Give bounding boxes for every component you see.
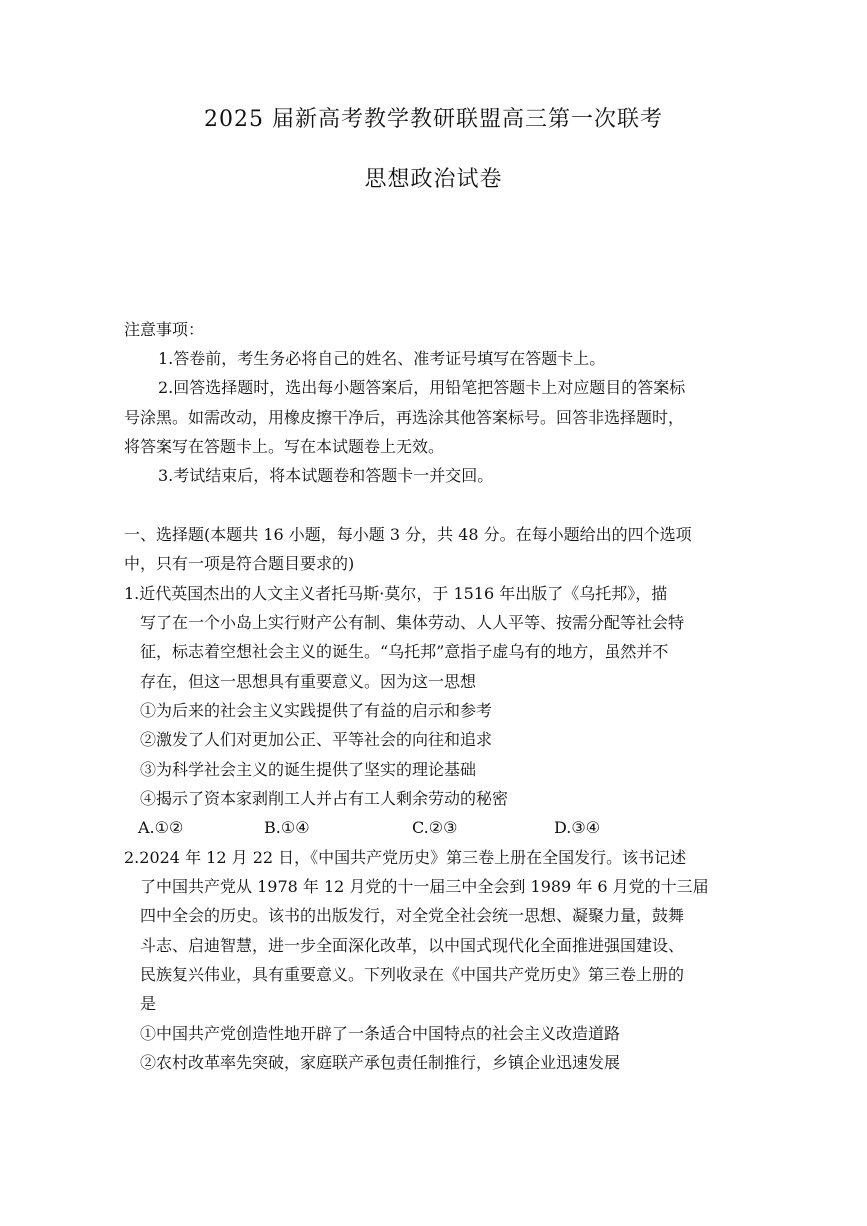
question-2-item: ①中国共产党创造性地开辟了一条适合中国特点的社会主义改造道路 bbox=[140, 1024, 621, 1043]
page-subtitle: 思想政治试卷 bbox=[364, 167, 503, 192]
notice-line: 2.回答选择题时，选出每小题答案后，用铅笔把答题卡上对应题目的答案标 bbox=[158, 378, 686, 397]
notice-heading: 注意事项： bbox=[124, 320, 205, 339]
question-2-stem: 民族复兴伟业，具有重要意义。下列收录在《中国共产党历史》第三卷上册的 bbox=[140, 965, 685, 984]
notice-line: 将答案写在答题卡上。写在本试题卷上无效。 bbox=[124, 437, 445, 456]
page-title: 2025 届新高考教学教研联盟高三第一次联考 bbox=[204, 107, 663, 132]
question-1-stem: 征，标志着空想社会主义的诞生。“乌托邦”意指子虚乌有的地方，虽然并不 bbox=[140, 642, 669, 661]
question-2-stem: 2.2024 年 12 月 22 日，《中国共产党历史》第三卷上册在全国发行。该书记述 bbox=[124, 848, 687, 867]
question-2-stem: 是 bbox=[140, 994, 157, 1013]
notice-line: 号涂黑。如需改动，用橡皮擦干净后，再选涂其他答案标号。回答非选择题时， bbox=[124, 408, 685, 427]
question-1-item: ①为后来的社会主义实践提供了有益的启示和参考 bbox=[140, 701, 493, 720]
question-1-stem: 1.近代英国杰出的人文主义者托马斯·莫尔，于 1516 年出版了《乌托邦》，描 bbox=[124, 584, 668, 603]
question-2-stem: 斗志、启迪智慧，进一步全面深化改革，以中国式现代化全面推进强国建设、 bbox=[140, 936, 685, 955]
section-heading: 中，只有一项是符合题目要求的) bbox=[124, 554, 355, 573]
notice-line: 3.考试结束后，将本试题卷和答题卡一并交回。 bbox=[158, 466, 494, 485]
option-a: A.①② bbox=[138, 818, 184, 837]
question-1-item: ④揭示了资本家剥削工人并占有工人剩余劳动的秘密 bbox=[140, 789, 509, 808]
question-1-stem: 存在，但这一思想具有重要意义。因为这一思想 bbox=[140, 672, 477, 691]
option-b: B.①④ bbox=[264, 818, 310, 837]
question-1-item: ②激发了人们对更加公正、平等社会的向往和追求 bbox=[140, 730, 493, 749]
question-2-stem: 了中国共产党从 1978 年 12 月党的十一届三中全会到 1989 年 6 月党的十三届 bbox=[140, 877, 709, 896]
question-2-item: ②农村改革率先突破，家庭联产承包责任制推行，乡镇企业迅速发展 bbox=[140, 1053, 621, 1072]
question-2-stem: 四中全会的历史。该书的出版发行，对全党全社会统一思想、凝聚力量，鼓舞 bbox=[140, 906, 685, 925]
option-c: C.②③ bbox=[412, 818, 458, 837]
option-d: D.③④ bbox=[554, 818, 601, 837]
notice-line: 1.答卷前，考生务必将自己的姓名、准考证号填写在答题卡上。 bbox=[158, 349, 606, 368]
question-1-item: ③为科学社会主义的诞生提供了坚实的理论基础 bbox=[140, 760, 477, 779]
question-1-stem: 写了在一个小岛上实行财产公有制、集体劳动、人人平等、按需分配等社会特 bbox=[140, 613, 685, 632]
section-heading: 一、选择题(本题共 16 小题，每小题 3 分，共 48 分。在每小题给出的四个选项 bbox=[124, 525, 692, 544]
